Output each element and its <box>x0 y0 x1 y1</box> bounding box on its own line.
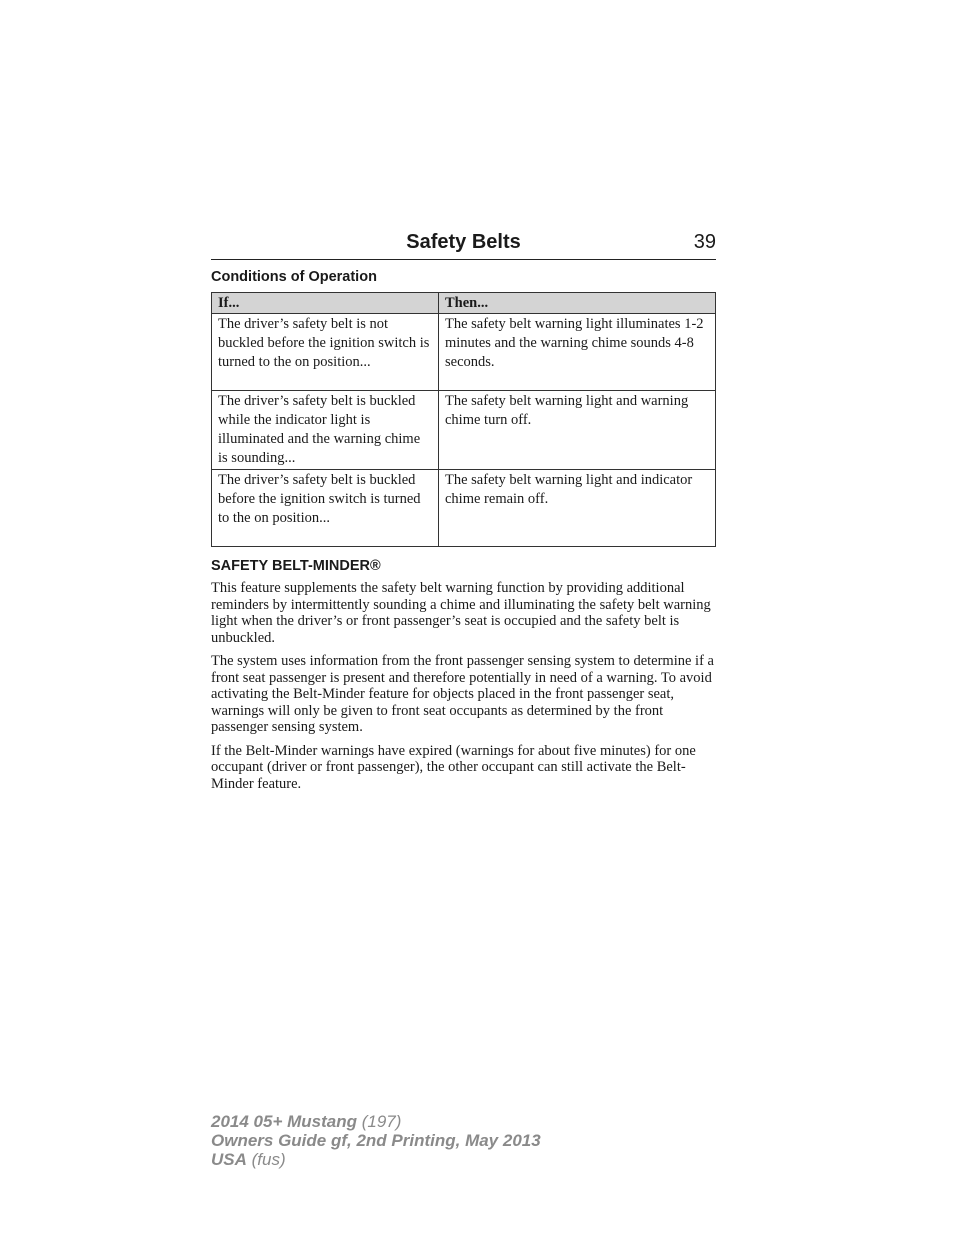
footer-model: 2014 05+ Mustang <box>211 1112 357 1131</box>
table-row <box>212 470 716 547</box>
table-cell-if: The driver’s safety belt is buckled while the indicator light is illuminated and the warning chime is sounding... <box>212 391 439 470</box>
table-cell-if: The driver’s safety belt is buckled before the ignition switch is turned to the on position... <box>212 470 439 547</box>
table-row <box>212 314 716 391</box>
table-cell-then: The safety belt warning light illuminates 1-2 minutes and the warning chime sounds 4-8 seconds. <box>439 314 716 391</box>
belt-minder-heading: SAFETY BELT-MINDER® <box>211 558 381 574</box>
document-footer <box>211 1112 541 1169</box>
section-title: Safety Belts <box>406 231 521 253</box>
footer-printing: Owners Guide gf, 2nd Printing, May 2013 <box>211 1131 541 1150</box>
footer-model-code: (197) <box>357 1112 402 1131</box>
table-cell-if: The driver’s safety belt is not buckled before the ignition switch is turned to the on position... <box>212 314 439 391</box>
footer-market: USA <box>211 1150 247 1169</box>
body-paragraph: If the Belt-Minder warnings have expired (warnings for about five minutes) for one occupant (driver or front passenger), the other occupant can still activate the Belt-Minder feature. <box>211 742 696 792</box>
table-row <box>212 391 716 470</box>
table-cell-then: The safety belt warning light and indicator chime remain off. <box>439 470 716 547</box>
table-header-row <box>212 293 716 314</box>
table-cell-then: The safety belt warning light and warning chime turn off. <box>439 391 716 470</box>
footer-line-printing <box>211 1131 541 1150</box>
column-header-if: If... <box>212 293 439 314</box>
footer-line-model <box>211 1112 541 1131</box>
column-header-then: Then... <box>439 293 716 314</box>
body-paragraph: The system uses information from the front passenger sensing system to determine if a front seat passenger is present and therefore potentially in need of a warning. To avoid activating the Belt-Minder feature for objects placed in the front passenger seat, warnings will only be given to front seat occupants as determined by the front passenger sensing system. <box>211 653 714 735</box>
page-header <box>211 228 716 260</box>
footer-line-market <box>211 1150 541 1169</box>
belt-minder-body <box>211 580 716 799</box>
conditions-table <box>211 292 716 547</box>
conditions-heading: Conditions of Operation <box>211 269 377 285</box>
page-number: 39 <box>693 231 716 253</box>
body-paragraph: This feature supplements the safety belt warning function by providing additional reminders by intermittently sounding a chime and illuminating the safety belt warning light when the driver’s or front passenger’s seat is occupied and the safety belt is unbuckled. <box>211 580 711 646</box>
footer-market-code: (fus) <box>246 1150 286 1169</box>
